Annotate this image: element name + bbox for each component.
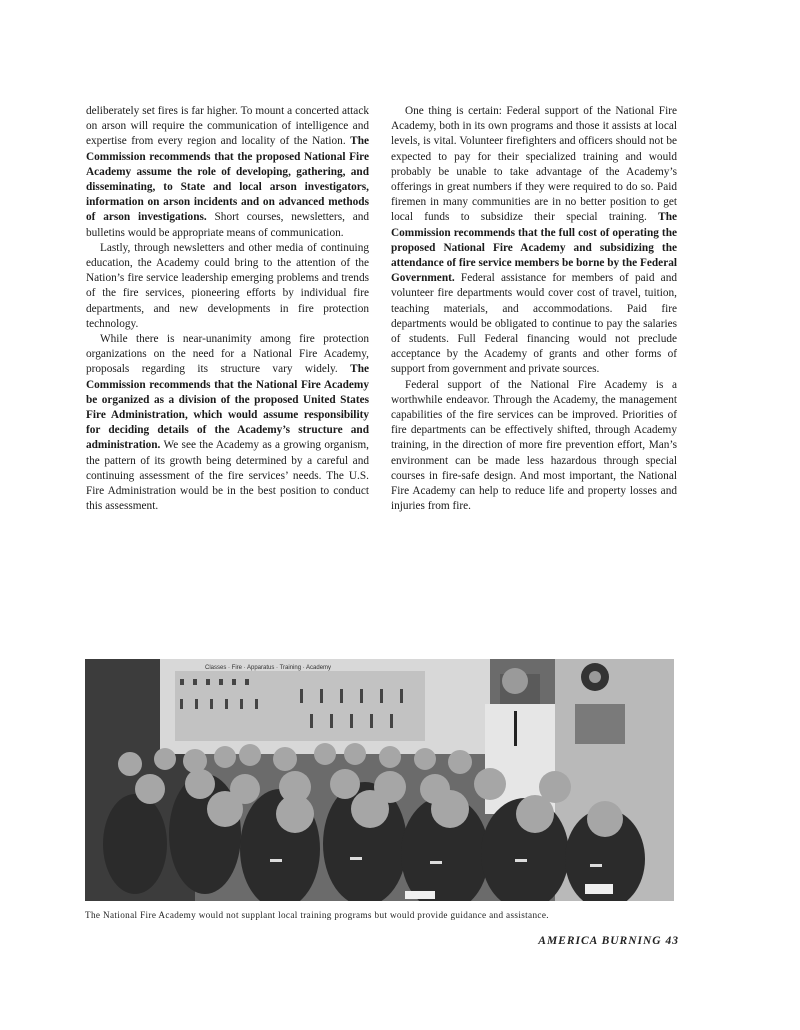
left-text-column xyxy=(86,104,369,514)
left-paragraph-1 xyxy=(86,104,369,241)
left-p1-text-b: Short courses, newsletters, and bulletins would be appropriate means of communication. xyxy=(86,211,370,239)
photo-caption: The National Fire Academy would not supplant local training programs but would provide guidance and assistance. xyxy=(85,910,549,920)
left-paragraph-3 xyxy=(86,332,369,514)
photo-board-title: Classes · Fire · Apparatus · Training · Academy xyxy=(205,665,332,671)
left-p1-recommendation: The Commission recommends that the proposed National Fire Academy assume the role of developing, gathering, and disseminating, to State and local arson investigators, information on arson incidents and on advanced methods of arson investigations. xyxy=(86,135,369,224)
classroom-photo xyxy=(85,659,674,901)
right-text-column xyxy=(391,104,677,514)
left-p3-text-b: We see the Academy as a growing organism, the pattern of its growth being determined by a careful and continuing assessment of the fire services’ needs. The U.S. Fire Administration would be in the best position to conduct this assessment. xyxy=(86,439,369,513)
left-paragraph-2: Lastly, through newsletters and other media of continuing education, the Academy could bring to the attention of the Nation’s fire service leadership emerging problems and trends of the fire services, pioneering efforts by individual fire departments, and new developments in fire protection technology. xyxy=(86,241,369,330)
classroom-photo-drawing xyxy=(85,659,674,901)
right-p1-recommendation: The Commission recommends that the full cost of operating the proposed National Fire Academy and subsidizing the attendance of fire service members be borne by the Federal Government. xyxy=(391,211,677,285)
right-p1-text-a: One thing is certain: Federal support of the National Fire Academy, both in its own programs and those it assists at local levels, is vital. Volunteer firefighters and officers should not be expected to pay for their specialized training and would probably be unable to take advantage of the Academy’s offerings in great numbers if they were required to do so. Paid firemen in many communities are in no better position to get local funds to subsidize their special training. xyxy=(391,105,677,224)
right-paragraph-1 xyxy=(391,104,677,378)
right-paragraph-2: Federal support of the National Fire Academy is a worthwhile endeavor. Through the Academy, the management capabilities of the fire services can be improved. Priorities of fire departments can be effectively shifted, through Academy training, in the direction of more fire prevention effort, Man’s environment can be made less hazardous through special courses in fire-safe design. And most important, the National Fire Academy can help to reduce life and property losses and injuries from fire. xyxy=(391,378,677,513)
page-folio: AMERICA BURNING 43 xyxy=(538,935,679,947)
left-p3-text-a: While there is near-unanimity among fire protection organizations on the need for a National Fire Academy, proposals regarding its structure vary widely. xyxy=(86,333,369,376)
left-p3-recommendation: The Commission recommends that the National Fire Academy be organized as a division of the proposed United States Fire Administration, which would assume responsibility for deciding details of the Academy’s structure and administration. xyxy=(86,363,369,452)
left-p1-text-a: deliberately set fires is far higher. To mount a concerted attack on arson will require the communication of intelligence and expertise from every region and locality of the Nation. xyxy=(86,105,369,148)
right-p1-text-b: Federal assistance for members of paid and volunteer fire departments would cover cost of travel, tuition, teaching materials, and accommodations. Paid fire departments would be obligated to continue to pay the salaries of students. Full Federal financing would not preclude acceptance by the Academy of grants and other forms of support from government and private sources. xyxy=(391,272,677,376)
